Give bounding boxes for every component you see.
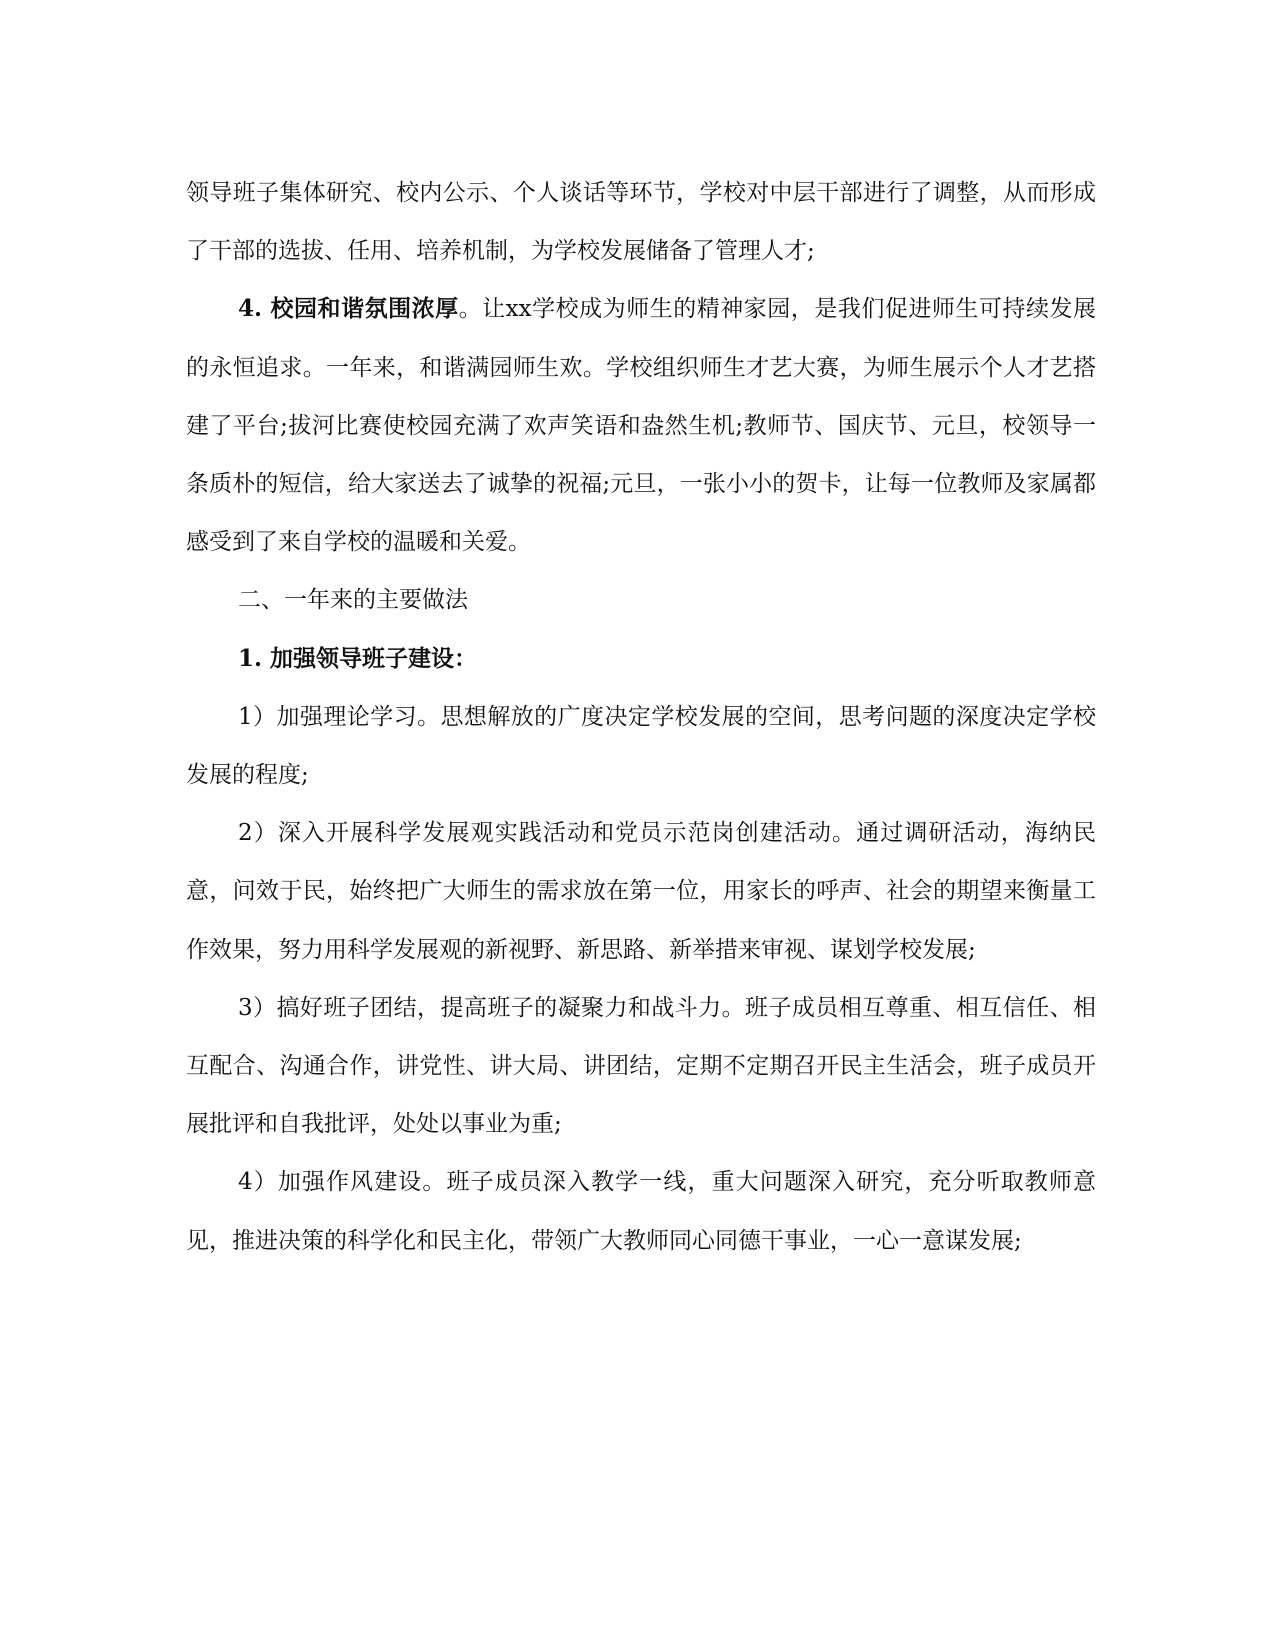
document-body	[186, 164, 1096, 1270]
section-heading-text: 二、一年来的主要做法	[238, 587, 468, 614]
list-item-work-style	[186, 1153, 1096, 1269]
paragraph-text: 3）搞好班子团结，提高班子的凝聚力和战斗力。班子成员相互尊重、相互信任、相互配合、沟通合作，讲党性、讲大局、讲团结，定期不定期召开民主生活会，班子成员开展批评和自我批评，处处以事业为重;	[186, 994, 1096, 1138]
paragraph-text: 2）深入开展科学发展观实践活动和党员示范岗创建活动。通过调研活动，海纳民意，问效于民，始终把广大师生的需求放在第一位，用家长的呼声、社会的期望来衡量工作效果，努力用科学发展观的新视野、新思路、新举措来审视、谋划学校发展;	[186, 820, 1096, 963]
list-item-theory-study	[186, 688, 1096, 804]
paragraph-text: 领导班子集体研究、校内公示、个人谈话等环节，学校对中层干部进行了调整，从而形成了干部的选拔、任用、培养机制，为学校发展储备了管理人才;	[186, 180, 1096, 265]
subsection-heading-leadership	[186, 630, 1096, 688]
list-item-team-unity	[186, 979, 1096, 1154]
paragraph-continuation	[186, 164, 1096, 280]
list-item-practice-activities	[186, 804, 1096, 979]
paragraph-heading: 4. 校园和谐氛围浓厚	[238, 295, 459, 323]
paragraph-text: 4）加强作风建设。班子成员深入教学一线，重大问题深入研究，充分听取教师意见，推进决策的科学化和民主化，带领广大教师同心同德干事业，一心一意谋发展;	[186, 1169, 1096, 1254]
paragraph-campus-harmony	[186, 280, 1096, 571]
paragraph-text: 。让xx学校成为师生的精神家园，是我们促进师生可持续发展的永恒追求。一年来，和谐满园师生欢。学校组织师生才艺大赛，为师生展示个人才艺搭建了平台;拔河比赛使校园充满了欢声笑语和盎然生机;教师节、国庆节、元旦，校领导一条质朴的短信，给大家送去了诚挚的祝福;元旦，一张小小的贺卡，让每一位教师及家属都感受到了来自学校的温暖和关爱。	[186, 296, 1096, 556]
section-heading-main-practices	[186, 571, 1096, 629]
subsection-heading-text: 1. 加强领导班子建设：	[238, 644, 478, 672]
paragraph-text: 1）加强理论学习。思想解放的广度决定学校发展的空间，思考问题的深度决定学校发展的程度;	[186, 703, 1096, 789]
